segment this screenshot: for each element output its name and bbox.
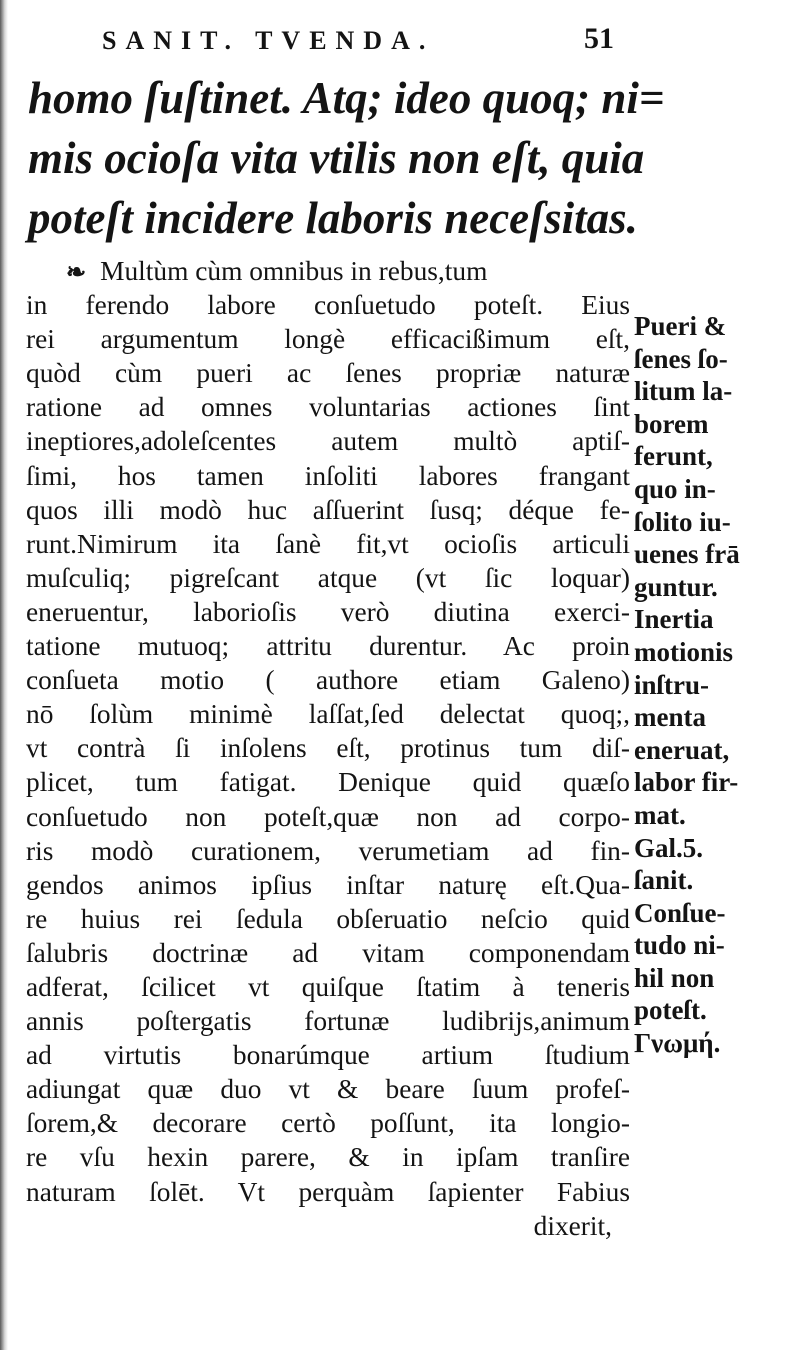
body-line: ſimi, hos tamen inſoliti labores frangant [26,460,630,491]
margin-note-line: Inertia [634,604,714,635]
margin-note-line: poteſt. [634,995,707,1026]
body-line: conſuetudo non poteſt,quæ non ad corpo- [26,801,630,832]
italic-line: homo ſuſtinet. Atq; ideo quoq; ni= [28,73,665,123]
body-line: gendos animos ipſius inſtar naturę eſt.Qua- [26,869,630,900]
body-line: adferat, ſcilicet vt quiſque ſtatim à teneris [26,971,630,1002]
body-line: runt.Nimirum ita ſanè fit,vt ocioſis articuli [26,528,630,559]
body-line: re vſu hexin parere, & in ipſam tranſire [26,1142,630,1173]
margin-note-line: labor fir- [634,767,739,798]
body-line [26,254,630,288]
margin-note-line: Gal.5. [634,832,704,863]
margin-note-line: tudo ni- [634,930,725,961]
running-head [92,22,632,58]
body-line: conſueta motio ( authore etiam Galeno) [26,665,630,696]
body-line: muſculiq; pigreſcant atque (vt ſic loquar) [26,562,630,593]
margin-note-line: ſenes ſo- [634,343,728,374]
marginal-notes [634,310,774,1060]
italic-line: mis ocioſa vita vtilis non eſt, quia [28,133,645,183]
margin-note-line: Conſue- [634,897,726,928]
catchword: dixerit, [533,1210,612,1241]
margin-note-line: ferunt, [634,441,713,472]
body-line: ratione ad omnes voluntarias actiones ſint [26,392,630,423]
margin-note-line: borem [634,408,709,439]
body-line: eneruentur, laborioſis verò diutina exerci- [26,596,630,627]
margin-note-line: quo in- [634,473,716,504]
body-line: rei argumentum longè efficacißimum eſt, [26,324,630,355]
italic-opening-text [28,68,665,248]
body-line: in ferendo labore conſuetudo poteſt. Eius [26,290,630,321]
margin-note-line: guntur. [634,571,718,602]
margin-note-line: motionis [634,636,734,667]
margin-note-line: eneruat, [634,734,730,765]
body-line: re huius rei ſedula obſeruatio neſcio quid [26,903,630,934]
body-line: nō ſolùm minimè laſſat,ſed delectat quoq;, [26,699,630,730]
body-line: plicet, tum fatigat. Denique quid quæſo [26,767,630,798]
body-line: quos illi modò huc aſſuerint ſusq; déque fe- [26,494,630,525]
body-line: ris modò curationem, verumetiam ad fin- [26,835,630,866]
margin-note-line: ſanit. [634,865,694,896]
body-line: vt contrà ſi inſolens eſt, protinus tum diſ- [26,733,630,764]
paragraph-mark-icon: ❧ [66,260,87,286]
margin-note-line: litum la- [634,376,733,407]
page-number: 51 [584,22,614,55]
main-body-text [26,254,630,1243]
body-line: ineptiores,adoleſcentes autem multò aptiſ- [26,426,630,457]
body-line-text: Multùm cùm omnibus in rebus,tum [100,256,488,286]
body-line: ad virtutis bonarúmque artium ſtudium [26,1040,630,1071]
body-line: ſorem,& decorare certò poſſunt, ita longio- [26,1108,630,1139]
margin-note-line: hil non [634,962,715,993]
margin-note-line: Pueri & [634,311,727,341]
margin-note-line: uenes frā [634,539,740,570]
body-line: tatione mutuoq; attritu durentur. Ac proin [26,631,630,662]
running-title: SANIT. TVENDA. [102,26,435,55]
body-line: annis poſtergatis fortunæ ludibrijs,animum [26,1006,630,1037]
body-line: ſalubris doctrinæ ad vitam componendam [26,937,630,968]
body-line: quòd cùm pueri ac ſenes propriæ naturæ [26,358,630,389]
body-line: naturam ſolēt. Vt perquàm ſapienter Fabius [26,1176,630,1207]
margin-note-line: inſtru- [634,669,710,700]
margin-note-line: Γνωμή. [634,1028,721,1059]
italic-line: poteſt incidere laboris neceſsitas. [28,193,638,243]
page-binding-shadow [0,0,8,1350]
margin-note-line: mat. [634,799,686,830]
margin-note-line: menta [634,702,706,733]
margin-note-line: ſolito iu- [634,506,731,537]
body-line: adiungat quæ duo vt & beare ſuum profeſ- [26,1074,630,1105]
